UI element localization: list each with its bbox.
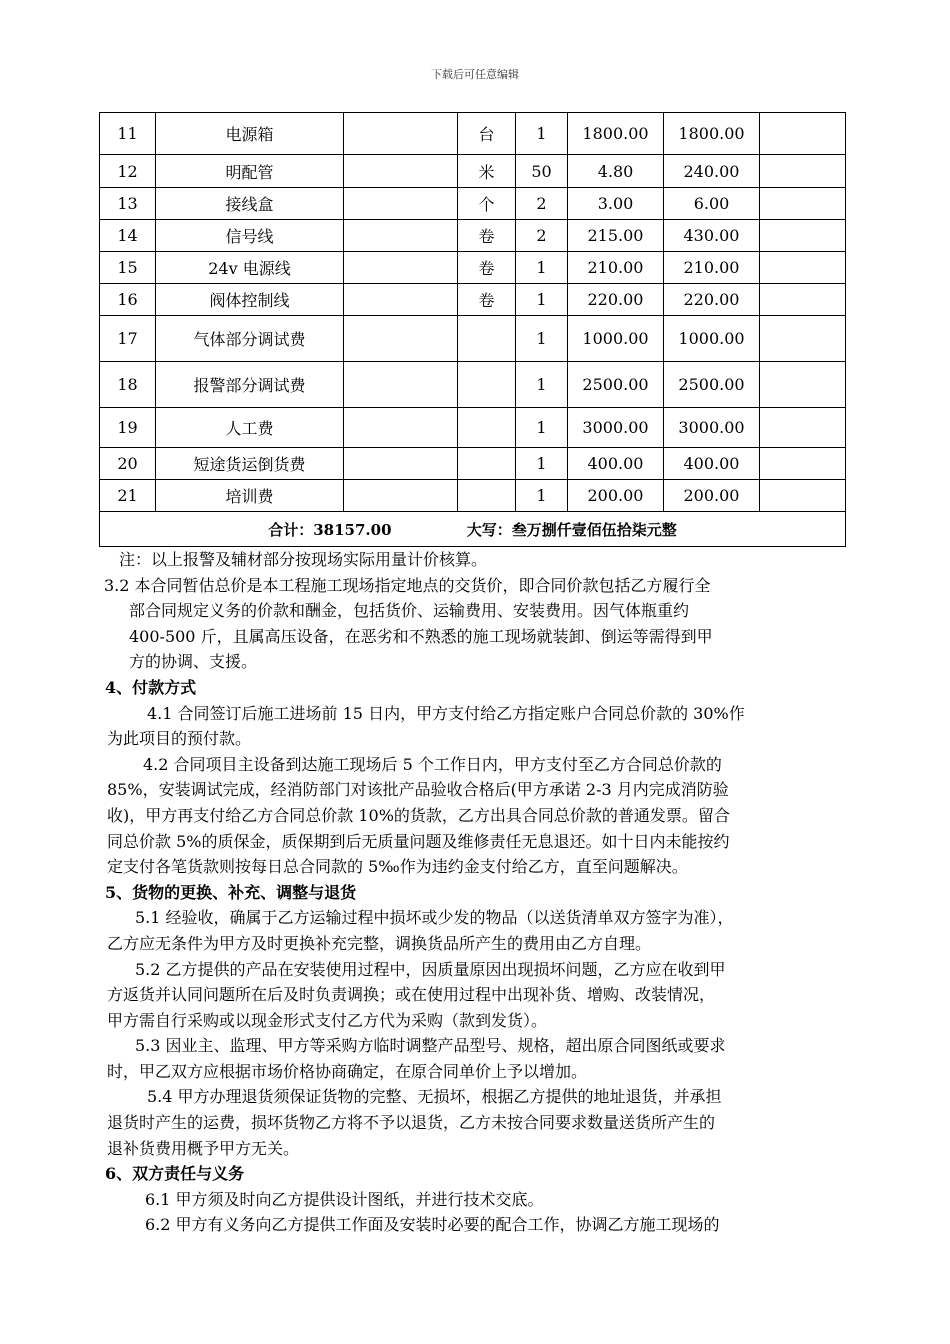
cell-amount: 240.00 <box>664 155 760 188</box>
cell-name: 短途货运倒货费 <box>156 448 344 480</box>
cell-qty: 2 <box>516 220 568 252</box>
cell-amount: 200.00 <box>664 480 760 512</box>
cell-unit <box>458 362 516 408</box>
cell-qty: 2 <box>516 188 568 220</box>
cell-spec <box>344 480 458 512</box>
cell-spec <box>344 252 458 284</box>
cell-price: 210.00 <box>568 252 664 284</box>
cell-qty: 1 <box>516 252 568 284</box>
table-row <box>100 448 846 480</box>
cell-amount: 430.00 <box>664 220 760 252</box>
cell-qty: 1 <box>516 284 568 316</box>
cell-amount: 1000.00 <box>664 316 760 362</box>
cell-remark <box>760 448 846 480</box>
clause-6-1: 6.1 甲方须及时向乙方提供设计图纸，并进行技术交底。 <box>145 1189 544 1209</box>
table-row <box>100 252 846 284</box>
cell-amount: 2500.00 <box>664 362 760 408</box>
cell-spec <box>344 408 458 448</box>
clause-3-2: 3.2 本合同暂估总价是本工程施工现场指定地点的交货价，即合同价款包括乙方履行全 <box>104 575 711 595</box>
note: 注：以上报警及辅材部分按现场实际用量计价核算。 <box>119 550 488 569</box>
clause-5-4: 退货时产生的运费，损坏货物乙方将不予以退货，乙方未按合同要求数量送货所产生的 <box>107 1113 716 1133</box>
cell-price: 215.00 <box>568 220 664 252</box>
cell-qty: 1 <box>516 408 568 448</box>
cell-qty: 1 <box>516 362 568 408</box>
cell-amount: 3000.00 <box>664 408 760 448</box>
cell-unit <box>458 316 516 362</box>
clause-5-4: 5.4 甲方办理退货须保证货物的完整、无损坏，根据乙方提供的地址退货，并承担 <box>147 1087 722 1107</box>
clause-5-4: 退补货费用概予甲方无关。 <box>107 1138 300 1158</box>
clause-5-1: 乙方应无条件为甲方及时更换补充完整，调换货品所产生的费用由乙方自理。 <box>107 933 652 953</box>
clause-4-2: 85%，安装调试完成，经消防部门对该批产品验收合格后(甲方承诺 2-3 月内完成消防验 <box>107 780 729 800</box>
page-header: 下载后可任意编辑 <box>431 68 519 81</box>
cell-unit: 台 <box>458 113 516 155</box>
clause-4-2: 同总价款 5%的质保金，质保期到后无质量问题及维修责任无息退还。如十日内未能按约 <box>107 831 730 851</box>
cell-spec <box>344 113 458 155</box>
cell-remark <box>760 155 846 188</box>
cell-remark <box>760 252 846 284</box>
cell-name: 接线盒 <box>156 188 344 220</box>
cell-name: 24v 电源线 <box>156 252 344 284</box>
table-row <box>100 113 846 155</box>
cell-qty: 1 <box>516 448 568 480</box>
cell-spec <box>344 155 458 188</box>
cell-qty: 1 <box>516 113 568 155</box>
section-6-heading: 6、双方责任与义务 <box>105 1164 245 1184</box>
clause-5-1: 5.1 经验收，确属于乙方运输过程中损坏或少发的物品（以送货清单双方签字为准）， <box>135 908 734 928</box>
clause-4-1: 4.1 合同签订后施工进场前 15 日内，甲方支付给乙方指定账户合同总价款的 30%作 <box>147 703 745 723</box>
cell-unit <box>458 480 516 512</box>
clause-5-3: 时，甲乙双方应根据市场价格协商确定，在原合同单价上予以增加。 <box>107 1061 588 1081</box>
cell-price: 200.00 <box>568 480 664 512</box>
cell-amount: 210.00 <box>664 252 760 284</box>
cell-no: 17 <box>100 316 156 362</box>
cell-no: 16 <box>100 284 156 316</box>
cell-no: 20 <box>100 448 156 480</box>
cell-amount: 1800.00 <box>664 113 760 155</box>
cell-price: 3.00 <box>568 188 664 220</box>
section-5-heading: 5、货物的更换、补充、调整与退货 <box>105 882 357 902</box>
cell-name: 人工费 <box>156 408 344 448</box>
cell-unit: 米 <box>458 155 516 188</box>
cell-no: 13 <box>100 188 156 220</box>
cell-no: 15 <box>100 252 156 284</box>
cell-no: 19 <box>100 408 156 448</box>
table-row <box>100 362 846 408</box>
table-row <box>100 155 846 188</box>
cell-remark <box>760 113 846 155</box>
clause-3-2: 方的协调、支援。 <box>129 652 258 672</box>
cell-price: 4.80 <box>568 155 664 188</box>
cell-price: 2500.00 <box>568 362 664 408</box>
cell-qty: 1 <box>516 316 568 362</box>
cell-amount: 6.00 <box>664 188 760 220</box>
cell-name: 阀体控制线 <box>156 284 344 316</box>
cell-amount: 220.00 <box>664 284 760 316</box>
table-row <box>100 480 846 512</box>
cell-remark <box>760 408 846 448</box>
cell-unit: 卷 <box>458 252 516 284</box>
cell-remark <box>760 188 846 220</box>
cell-remark <box>760 316 846 362</box>
contract-body <box>104 547 847 1238</box>
clause-5-3: 5.3 因业主、监理、甲方等采购方临时调整产品型号、规格，超出原合同图纸或要求 <box>135 1036 726 1056</box>
cell-price: 400.00 <box>568 448 664 480</box>
cell-no: 18 <box>100 362 156 408</box>
cell-price: 3000.00 <box>568 408 664 448</box>
cell-spec <box>344 316 458 362</box>
section-4-heading: 4、付款方式 <box>105 677 197 697</box>
cell-no: 11 <box>100 113 156 155</box>
cell-unit: 卷 <box>458 220 516 252</box>
cell-name: 明配管 <box>156 155 344 188</box>
cell-remark <box>760 480 846 512</box>
cell-remark <box>760 284 846 316</box>
total-sum: 合计：38157.00 <box>268 520 392 539</box>
cell-unit <box>458 408 516 448</box>
table-row <box>100 316 846 362</box>
clause-5-2: 方返货并认同问题所在后及时负责调换；或在使用过程中出现补货、增购、改装情况， <box>107 985 716 1005</box>
cell-name: 报警部分调试费 <box>156 362 344 408</box>
cell-unit <box>458 448 516 480</box>
table-row <box>100 188 846 220</box>
total-words: 大写：叁万捌仟壹佰伍拾柒元整 <box>466 520 677 539</box>
clause-4-1: 为此项目的预付款。 <box>107 729 252 749</box>
cell-spec <box>344 220 458 252</box>
clause-3-2: 400-500 斤，且属高压设备，在恶劣和不熟悉的施工现场就装卸、倒运等需得到甲 <box>129 626 713 646</box>
cell-name: 培训费 <box>156 480 344 512</box>
cell-price: 220.00 <box>568 284 664 316</box>
cell-unit: 卷 <box>458 284 516 316</box>
cell-amount: 400.00 <box>664 448 760 480</box>
cell-name: 电源箱 <box>156 113 344 155</box>
cell-name: 气体部分调试费 <box>156 316 344 362</box>
total-row <box>100 512 846 547</box>
items-table <box>99 112 846 547</box>
clause-3-2: 部合同规定义务的价款和酬金，包括货价、运输费用、安装费用。因气体瓶重约 <box>129 601 690 621</box>
cell-name: 信号线 <box>156 220 344 252</box>
clause-4-2: 4.2 合同项目主设备到达施工现场后 5 个工作日内，甲方支付至乙方合同总价款的 <box>143 754 722 774</box>
cell-remark <box>760 362 846 408</box>
table-row <box>100 408 846 448</box>
table-row <box>100 284 846 316</box>
clause-5-2: 5.2 乙方提供的产品在安装使用过程中，因质量原因出现损坏问题，乙方应在收到甲 <box>135 959 726 979</box>
cell-spec <box>344 284 458 316</box>
cell-spec <box>344 448 458 480</box>
cell-no: 12 <box>100 155 156 188</box>
clause-4-2: 定支付各笔货款则按每日总合同款的 5‰作为违约金支付给乙方，直至问题解决。 <box>107 857 688 877</box>
table-row <box>100 220 846 252</box>
clause-4-2: 收)，甲方再支付给乙方合同总价款 10%的货款，乙方出具合同总价款的普通发票。留合 <box>107 805 730 825</box>
cell-price: 1000.00 <box>568 316 664 362</box>
cell-qty: 1 <box>516 480 568 512</box>
cell-no: 21 <box>100 480 156 512</box>
cell-price: 1800.00 <box>568 113 664 155</box>
cell-qty: 50 <box>516 155 568 188</box>
clause-6-2: 6.2 甲方有义务向乙方提供工作面及安装时必要的配合工作，协调乙方施工现场的 <box>145 1215 720 1235</box>
cell-spec <box>344 188 458 220</box>
cell-unit: 个 <box>458 188 516 220</box>
cell-remark <box>760 220 846 252</box>
clause-5-2: 甲方需自行采购或以现金形式支付乙方代为采购（款到发货）。 <box>107 1010 548 1030</box>
cell-spec <box>344 362 458 408</box>
cell-no: 14 <box>100 220 156 252</box>
